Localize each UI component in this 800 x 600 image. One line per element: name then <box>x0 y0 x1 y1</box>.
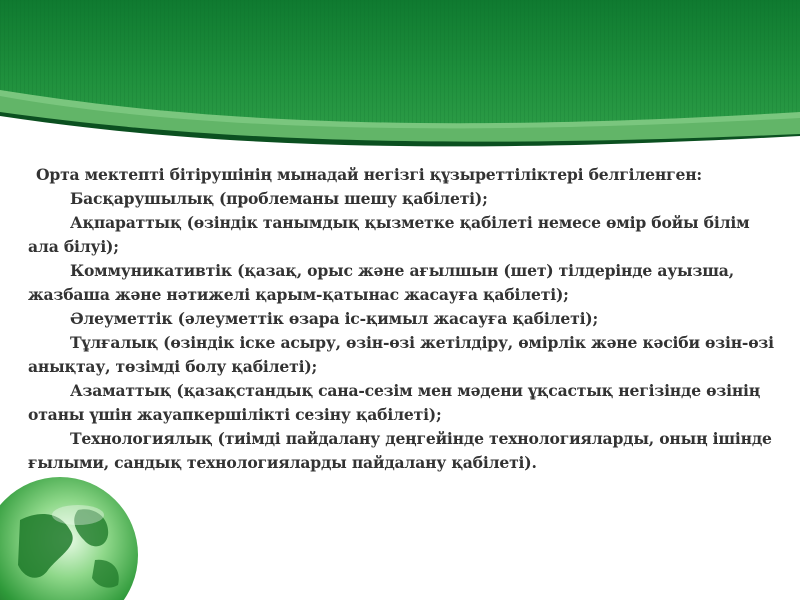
competency-item: Тұлғалық (өзіндік іске асыру, өзін-өзі жетілдіру, өмірлік және кәсіби өзін-өзі анықтау, төзімді болу қабілеті); <box>28 333 774 376</box>
competency-item: Коммуникативтік (қазақ, орыс және ағылшын (шет) тілдерінде ауызша, жазбаша және нәтижелі қарым-қатынас жасауға қабілеті); <box>28 261 734 304</box>
competency-item: Басқарушылық (проблеманы шешу қабілеті); <box>70 189 488 208</box>
intro-paragraph: Орта мектепті бітірушінің мынадай негізгі құзыреттіліктері белгіленген: <box>36 165 702 184</box>
competencies-text <box>28 163 778 475</box>
competency-item: Әлеуметтік (әлеуметтік өзара іс-қимыл жасауға қабілеті); <box>70 309 599 328</box>
competency-item: Азаматтық (қазақстандық сана-сезім мен мәдени ұқсастық негізінде өзінің отаны үшін жауапкершілікті сезіну қабілеті); <box>28 381 761 424</box>
header-banner <box>0 0 800 160</box>
competency-item: Технологиялық (тиімді пайдалану деңгейінде технологияларды, оның ішінде ғылыми, сандық технологияларды пайдалану қабілеті). <box>28 429 772 472</box>
competency-item: Ақпараттық (өзіндік танымдық қызметке қабілеті немесе өмір бойы білім ала білуі); <box>28 213 750 256</box>
